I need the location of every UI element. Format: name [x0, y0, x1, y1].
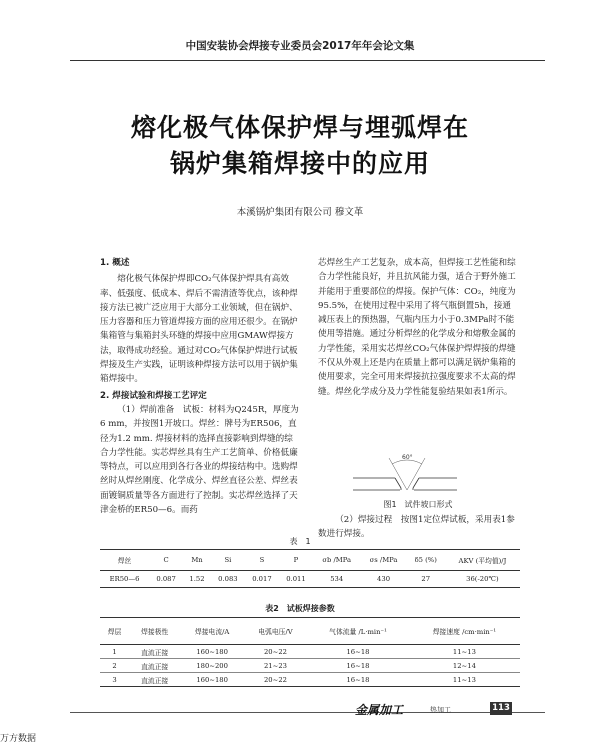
table-1-header-cell: σb /MPa	[313, 550, 360, 571]
table-1-header-row	[100, 550, 520, 571]
table-cell: ER50—6	[100, 571, 149, 588]
table-cell: 0.011	[279, 571, 313, 588]
bevel-right	[413, 478, 419, 488]
table-2-header-cell: 气体流量 /L·min⁻¹	[307, 618, 409, 645]
table-cell: 0.087	[149, 571, 183, 588]
table-cell: 20~22	[244, 673, 307, 687]
table-cell: 16~18	[307, 673, 409, 687]
table-cell: 3	[100, 673, 129, 687]
table-2-header-cell: 焊层	[100, 618, 129, 645]
paragraph-flux-cored: 芯焊丝生产工艺复杂，成本高，但焊接工艺性能和综合力学性能良好，并且抗风能力强，适合于野外施工并能用于重要部位的焊接。保护气体：CO₂，纯度为95.5%，在使用过程中采用了将气瓶倒置5h，接通减压表上的预热器，气瓶内压力小于0.3MPa时不能使用等措施。通过分析焊丝的化学成分和熔敷金属的力学性能，采用实芯焊丝CO₂气体保护焊焊接的焊缝不仅从外观上还是内在质量上都可以满足锅炉集箱的使用要求，完全可用来焊接抗拉强度要求不太高的焊缝。焊丝化学成分及力学性能复验结果如表1所示。	[318, 258, 516, 397]
table-2-caption: 表2 试板焊接参数	[265, 604, 335, 613]
table-row	[100, 571, 520, 588]
table-cell: 0.017	[245, 571, 279, 588]
table-cell: 16~18	[307, 645, 409, 659]
magazine-brand-subtitle: 热加工	[430, 706, 451, 714]
table-cell: 12~14	[409, 659, 520, 673]
section-1-heading: 1. 概述	[100, 258, 130, 268]
table-1-header-cell: δ5 (%)	[407, 550, 445, 571]
table-cell: 160~180	[180, 673, 243, 687]
table-cell: 1	[100, 645, 129, 659]
table-1-header-cell: P	[279, 550, 313, 571]
table-cell: 534	[313, 571, 360, 588]
table-cell: 36(-20℃)	[445, 571, 520, 588]
source-watermark: 万方数据	[0, 734, 37, 744]
table-1-header-cell: AKV (平均值)/J	[445, 550, 520, 571]
section-2-heading: 2. 焊接试验和焊接工艺评定	[100, 390, 207, 401]
table-cell: 16~18	[307, 659, 409, 673]
bevel-left	[395, 478, 401, 488]
page-number: 113	[490, 702, 512, 715]
table-1-header-cell: C	[149, 550, 183, 571]
table-1-caption: 表 1	[289, 537, 311, 546]
table-1-header-cell: Si	[211, 550, 245, 571]
table-cell: 直流正接	[129, 645, 180, 659]
table-cell: 直流正接	[129, 673, 180, 687]
table-cell: 21~23	[244, 659, 307, 673]
table-cell: 11~13	[409, 645, 520, 659]
table-cell: 直流正接	[129, 659, 180, 673]
angle-label: 60°	[402, 454, 413, 461]
right-column	[318, 256, 518, 399]
table-1-header-cell: S	[245, 550, 279, 571]
paragraph-overview: 熔化极气体保护焊即CO₂气体保护焊具有高效率、低强度、低成本、焊后不需清渣等优点，该种焊接方法已被广泛应用于大部分工业领域，但在锅炉、压力容器和压力管道焊接方面的应用还很少。在锅炉集箱管与集箱封头环缝的焊接中应用GMAW焊接方法，取得成功经验。通过对CO₂气体保护焊进行试板焊接及生产实践，证明该种焊接方法可以用于锅炉集箱焊接中。	[100, 274, 298, 385]
table-1-header-cell: σs /MPa	[360, 550, 406, 571]
table-cell: 430	[360, 571, 406, 588]
table-cell: 1.52	[183, 571, 211, 588]
table-2-header-cell: 焊接电流/A	[180, 618, 243, 645]
table-2-header-cell: 电弧电压/V	[244, 618, 307, 645]
title-line-1: 熔化极气体保护焊与埋弧焊在	[130, 113, 469, 142]
paragraph-welding-process: （2）焊接过程 按图1定位焊试板，采用表1参数进行焊接。	[318, 515, 515, 540]
table-row	[100, 659, 520, 673]
table-row	[100, 673, 520, 687]
table-cell: 160~180	[180, 645, 243, 659]
table-cell: 180~200	[180, 659, 243, 673]
table-cell: 2	[100, 659, 129, 673]
footer-rule	[70, 712, 545, 713]
table-2-header-row	[100, 618, 520, 645]
journal-header: 中国安装协会焊接专业委员会2017年年会论文集	[185, 40, 415, 52]
angle-line-right	[407, 458, 425, 490]
table-cell: 11~13	[409, 673, 520, 687]
table-row	[100, 645, 520, 659]
table-2	[100, 617, 520, 687]
table-1-header-cell: Mn	[183, 550, 211, 571]
figure-1-caption: 图1 试件坡口形式	[383, 500, 453, 509]
table-cell: 0.083	[211, 571, 245, 588]
title-line-2: 锅炉集箱焊接中的应用	[169, 149, 430, 178]
table-cell: 20~22	[244, 645, 307, 659]
table-1	[100, 549, 520, 588]
table-1-header-cell: 焊丝	[100, 550, 149, 571]
header-rule	[70, 60, 545, 61]
paragraph-preparation: （1）焊前准备 试板：材料为Q245R，厚度为6 mm，并按图1开坡口。焊丝：牌号为ER506，直径为1.2 mm. 焊接材料的选择直接影响到焊缝的综合力学性能。实芯焊丝具有生产工艺简单、价格低廉等特点，可以应用到各行各业的焊接结构中。选购焊丝时从焊丝刚度、化学成分、焊丝直径公差、焊丝表面镀铜质量等各方面进行了控制。实芯焊丝选择了天津金桥的ER50—6。而药	[100, 404, 299, 516]
magazine-brand-logo: 金属加工	[355, 703, 404, 717]
groove-figure	[345, 450, 465, 494]
left-column	[100, 256, 300, 517]
author: 本溪锅炉集团有限公司 穆文革	[236, 207, 364, 218]
table-2-header-cell: 焊接极性	[129, 618, 180, 645]
table-cell: 27	[407, 571, 445, 588]
table-2-header-cell: 焊接速度 /cm·min⁻¹	[409, 618, 520, 645]
angle-line-left	[389, 458, 407, 490]
